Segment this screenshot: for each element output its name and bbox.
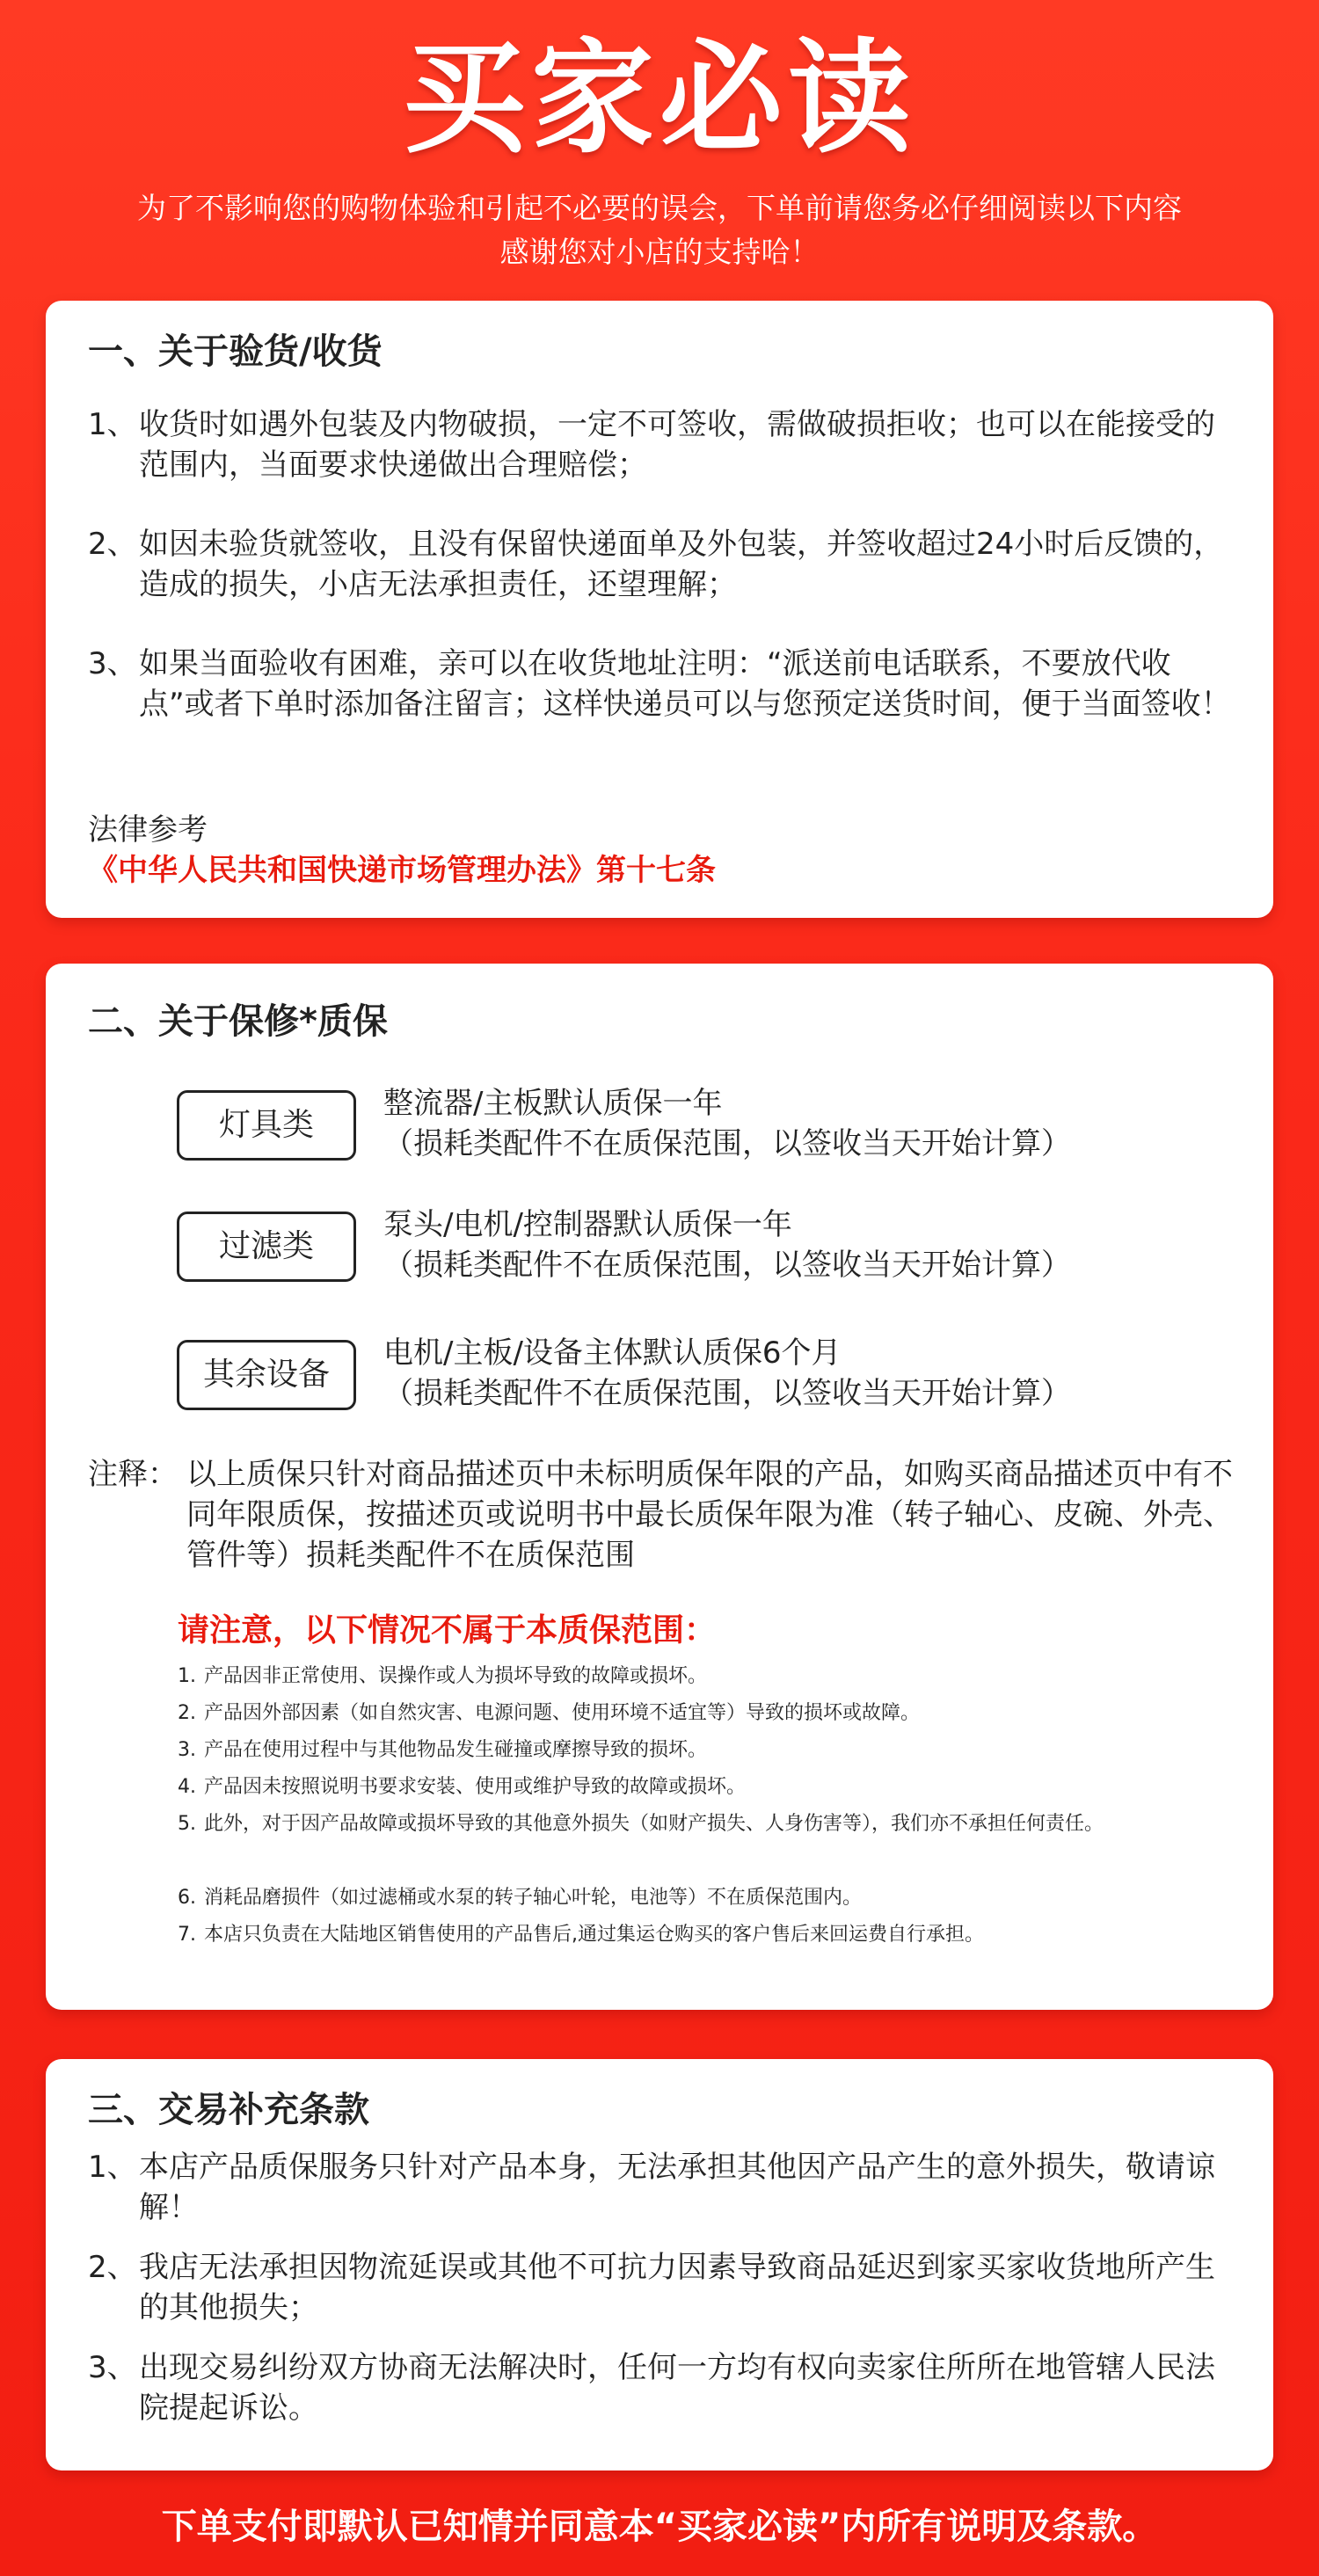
exclusion-number: 1.: [178, 1665, 196, 1687]
warranty-footnote: [88, 1454, 1249, 1575]
section-supplementary-card: [46, 2059, 1273, 2470]
section-title: 二、关于保修*质保: [88, 1001, 388, 1042]
item-number: 1、: [88, 2150, 137, 2185]
intro-line-2: 感谢您对小店的支持哈！: [499, 235, 820, 269]
intro-text: [0, 186, 1319, 274]
warranty-term: 整流器/主板默认质保一年: [383, 1086, 723, 1121]
section-warranty-card: [46, 964, 1273, 2010]
list-item: [88, 2247, 1240, 2328]
exclusion-number: 2.: [178, 1702, 196, 1724]
category-badge-lighting: 灯具类: [177, 1090, 356, 1161]
exclusion-number: 7.: [178, 1924, 196, 1946]
exclusion-item: [178, 1658, 1162, 1695]
warranty-note: （损耗类配件不在质保范围，以签收当天开始计算）: [383, 1248, 1071, 1283]
exclusion-text: 此外，对于因产品故障或损坏导致的其他意外损失（如财产损失、人身伤害等），我们亦不承担任何责任。: [204, 1813, 1104, 1835]
item-number: 1、: [88, 407, 137, 442]
exclusion-number: 4.: [178, 1776, 196, 1798]
exclusion-item: [178, 1732, 1162, 1769]
warranty-note: （损耗类配件不在质保范围，以签收当天开始计算）: [383, 1376, 1071, 1411]
exclusion-text: 本店只负责在大陆地区销售使用的产品售后,通过集运仓购买的客户售后来回运费自行承担。: [204, 1924, 984, 1946]
section-inspection-card: [46, 301, 1273, 918]
footer-agreement: 下单支付即默认已知情并同意本“买家必读”内所有说明及条款。: [161, 2507, 1158, 2547]
item-number: 3、: [88, 646, 137, 681]
exclusion-item: [178, 1880, 1162, 1917]
item-text: 如因未验货就签收，且没有保留快递面单及外包装，并签收超过24小时后反馈的，造成的损失，小店无法承担责任，还望理解；: [139, 527, 1224, 602]
warranty-term: 电机/主板/设备主体默认质保6个月: [383, 1335, 842, 1371]
item-text: 收货时如遇外包装及内物破损，一定不可签收，需做破损拒收；也可以在能接受的范围内，当面要求快递做出合理赔偿；: [139, 407, 1215, 483]
note-text: 以上质保只针对商品描述页中未标明质保年限的产品，如购买商品描述页中有不同年限质保，按描述页或说明书中最长质保年限为准（转子轴心、皮碗、外壳、管件等）损耗类配件不在质保范围: [186, 1457, 1233, 1573]
note-label: 注释：: [88, 1457, 178, 1492]
warranty-note: （损耗类配件不在质保范围，以签收当天开始计算）: [383, 1126, 1071, 1161]
intro-line-1: 为了不影响您的购物体验和引起不必要的误会，下单前请您务必仔细阅读以下内容: [137, 191, 1182, 225]
list-item: [88, 644, 1240, 724]
exclusion-number: 3.: [178, 1739, 196, 1761]
exclusion-number: 6.: [178, 1887, 196, 1909]
exclusion-text: 产品在使用过程中与其他物品发生碰撞或摩擦导致的损坏。: [204, 1739, 708, 1761]
warranty-term: 泵头/电机/控制器默认质保一年: [383, 1207, 792, 1242]
exclusion-item: [178, 1695, 1162, 1732]
law-reference: 《中华人民共和国快递市场管理办法》第十七条: [88, 853, 716, 888]
exclusion-number: 5.: [178, 1813, 196, 1835]
section-title: 一、关于验货/收货: [88, 331, 383, 372]
exclusion-heading: 请注意，以下情况不属于本质保范围：: [178, 1612, 717, 1648]
exclusion-text: 产品因未按照说明书要求安装、使用或维护导致的故障或损坏。: [204, 1776, 747, 1798]
list-item: [88, 2147, 1240, 2228]
category-badge-filter: 过滤类: [177, 1212, 356, 1282]
item-text: 如果当面验收有困难，亲可以在收货地址注明：“派送前电话联系，不要放代收点”或者下单时添加备注留言；这样快递员可以与您预定送货时间，便于当面签收！: [139, 646, 1231, 722]
exclusion-text: 消耗品磨损件（如过滤桶或水泵的转子轴心叶轮，电池等）不在质保范围内。: [204, 1887, 863, 1909]
exclusion-item: [178, 1917, 1162, 1954]
list-item: [88, 524, 1240, 605]
item-number: 3、: [88, 2350, 137, 2385]
list-item: [88, 404, 1240, 485]
item-text: 出现交易纠纷双方协商无法解决时，任何一方均有权向卖家住所所在地管辖人民法院提起诉讼。: [139, 2350, 1215, 2426]
list-item: [88, 2347, 1240, 2428]
exclusion-text: 产品因非正常使用、误操作或人为损坏导致的故障或损坏。: [204, 1665, 708, 1687]
item-number: 2、: [88, 2250, 137, 2285]
page-title: 买家必读: [402, 27, 916, 171]
item-text: 我店无法承担因物流延误或其他不可抗力因素导致商品延迟到家买家收货地所产生的其他损失；: [139, 2250, 1215, 2325]
exclusion-item: [178, 1769, 1162, 1806]
exclusion-item: [178, 1806, 1162, 1843]
category-badge-other: 其余设备: [177, 1340, 356, 1410]
law-label: 法律参考: [88, 812, 208, 848]
exclusion-text: 产品因外部因素（如自然灾害、电源问题、使用环境不适宜等）导致的损坏或故障。: [204, 1702, 921, 1724]
section-title: 三、交易补充条款: [88, 2090, 369, 2130]
item-text: 本店产品质保服务只针对产品本身，无法承担其他因产品产生的意外损失，敬请谅解！: [139, 2150, 1215, 2225]
item-number: 2、: [88, 527, 137, 562]
